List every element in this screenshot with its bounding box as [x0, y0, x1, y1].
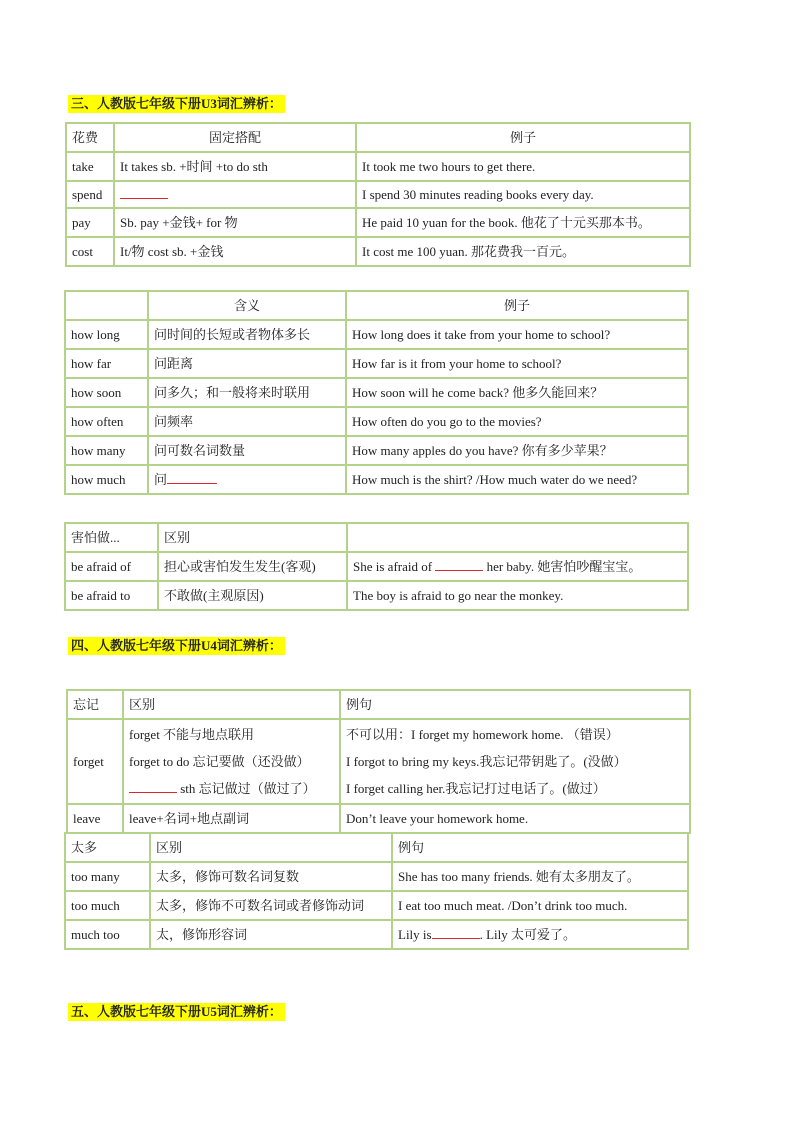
meaning-cell: 问频率 [148, 407, 346, 436]
pattern-cell: It takes sb. +时间 +to do sth [114, 152, 356, 181]
table-row [66, 152, 690, 181]
table-row [65, 436, 688, 465]
word-cell: take [66, 152, 114, 181]
example-line: I forget calling her.我忘记打过电话了。(做过） [346, 781, 606, 796]
meaning-cell: 问可数名词数量 [148, 436, 346, 465]
example-cell: How many apples do you have? 你有多少苹果？ [346, 436, 688, 465]
word-cell: spend [66, 181, 114, 208]
header-cell: 太多 [65, 833, 150, 862]
example-cell: How long does it take from your home to school? [346, 320, 688, 349]
fill-blank[interactable] [432, 926, 480, 939]
example-cell: I eat too much meat. /Don’t drink too much. [392, 891, 688, 920]
table-spend-words [65, 122, 691, 267]
table-row [65, 320, 688, 349]
example-cell: It took me two hours to get there. [356, 152, 690, 181]
header-cell: 含义 [148, 291, 346, 320]
meaning-cell: 问距离 [148, 349, 346, 378]
example-cell: I spend 30 minutes reading books every day. [356, 181, 690, 208]
word-cell: how much [65, 465, 148, 494]
difference-line: sth 忘记做过（做过了） [129, 775, 334, 802]
table-header-row [66, 123, 690, 152]
fill-blank[interactable] [120, 186, 168, 199]
fill-blank[interactable] [167, 471, 217, 484]
header-cell: 区别 [158, 523, 347, 552]
header-cell: 例子 [356, 123, 690, 152]
table-header-row [67, 690, 690, 719]
header-cell: 花费 [66, 123, 114, 152]
table-row [65, 920, 688, 949]
pattern-cell [114, 181, 356, 208]
example-cell: How far is it from your home to school? [346, 349, 688, 378]
difference-cell: 太，修饰形容词 [150, 920, 392, 949]
section3-heading: 三、人教版七年级下册U3词汇辨析： [68, 95, 285, 113]
table-header-row [65, 833, 688, 862]
difference-cell: 担心或害怕发生发生(客观) [158, 552, 347, 581]
difference-cell: 不敢做(主观原因) [158, 581, 347, 610]
difference-line: forget 不能与地点联用 [129, 727, 255, 742]
table-header-row [65, 291, 688, 320]
pattern-cell: Sb. pay +金钱+ for 物 [114, 208, 356, 237]
table-row [66, 237, 690, 266]
difference-cell: leave+名词+地点副词 [123, 804, 340, 833]
word-cell: how often [65, 407, 148, 436]
word-cell: too many [65, 862, 150, 891]
word-cell: much too [65, 920, 150, 949]
example-cell: He paid 10 yuan for the book. 他花了十元买那本书。 [356, 208, 690, 237]
example-cell [340, 719, 690, 804]
fill-blank[interactable] [129, 780, 177, 793]
table-too-much [64, 832, 689, 950]
header-cell: 害怕做... [65, 523, 158, 552]
word-cell: how many [65, 436, 148, 465]
meaning-cell: 问多久；和一般将来时联用 [148, 378, 346, 407]
example-cell: She is afraid of her baby. 她害怕吵醒宝宝。 [347, 552, 688, 581]
header-cell: 区别 [123, 690, 340, 719]
header-cell: 固定搭配 [114, 123, 356, 152]
word-cell: how soon [65, 378, 148, 407]
word-cell: how far [65, 349, 148, 378]
difference-line: forget to do 忘记要做（还没做） [129, 754, 310, 769]
example-cell: She has too many friends. 她有太多朋友了。 [392, 862, 688, 891]
table-row [66, 181, 690, 208]
word-cell: leave [67, 804, 123, 833]
difference-cell [123, 719, 340, 804]
example-cell: The boy is afraid to go near the monkey. [347, 581, 688, 610]
word-cell: be afraid to [65, 581, 158, 610]
header-cell: 例句 [392, 833, 688, 862]
table-row [65, 862, 688, 891]
table-afraid [64, 522, 689, 611]
header-cell: 区别 [150, 833, 392, 862]
example-line: 不可以用：I forget my homework home. （错误） [346, 727, 619, 742]
section5-heading: 五、人教版七年级下册U5词汇辨析： [68, 1003, 285, 1021]
table-row [67, 804, 690, 833]
pattern-cell: It/物 cost sb. +金钱 [114, 237, 356, 266]
section4-heading: 四、人教版七年级下册U4词汇辨析： [68, 637, 285, 655]
example-cell: How much is the shirt? /How much water do we need? [346, 465, 688, 494]
example-cell: It cost me 100 yuan. 那花费我一百元。 [356, 237, 690, 266]
table-how-questions [64, 290, 689, 495]
table-row [65, 349, 688, 378]
header-cell: 例句 [340, 690, 690, 719]
meaning-cell: 问 [148, 465, 346, 494]
example-cell: Lily is . Lily 太可爱了。 [392, 920, 688, 949]
word-cell: cost [66, 237, 114, 266]
table-forget-leave [66, 689, 691, 834]
word-cell: forget [67, 719, 123, 804]
table-row [65, 552, 688, 581]
table-row [65, 581, 688, 610]
word-cell: pay [66, 208, 114, 237]
word-cell: how long [65, 320, 148, 349]
difference-cell: 太多，修饰可数名词复数 [150, 862, 392, 891]
word-cell: be afraid of [65, 552, 158, 581]
example-cell: How often do you go to the movies? [346, 407, 688, 436]
header-cell [347, 523, 688, 552]
table-row [65, 407, 688, 436]
fill-blank[interactable] [435, 558, 483, 571]
table-row [65, 378, 688, 407]
table-row [66, 208, 690, 237]
table-row [65, 465, 688, 494]
difference-cell: 太多，修饰不可数名词或者修饰动词 [150, 891, 392, 920]
table-row [67, 719, 690, 804]
table-row [65, 891, 688, 920]
table-header-row [65, 523, 688, 552]
example-cell: How soon will he come back? 他多久能回来？ [346, 378, 688, 407]
header-cell: 例子 [346, 291, 688, 320]
example-cell: Don’t leave your homework home. [340, 804, 690, 833]
meaning-cell: 问时间的长短或者物体多长 [148, 320, 346, 349]
header-cell [65, 291, 148, 320]
example-line: I forgot to bring my keys.我忘记带钥匙了。(没做） [346, 754, 627, 769]
header-cell: 忘记 [67, 690, 123, 719]
word-cell: too much [65, 891, 150, 920]
